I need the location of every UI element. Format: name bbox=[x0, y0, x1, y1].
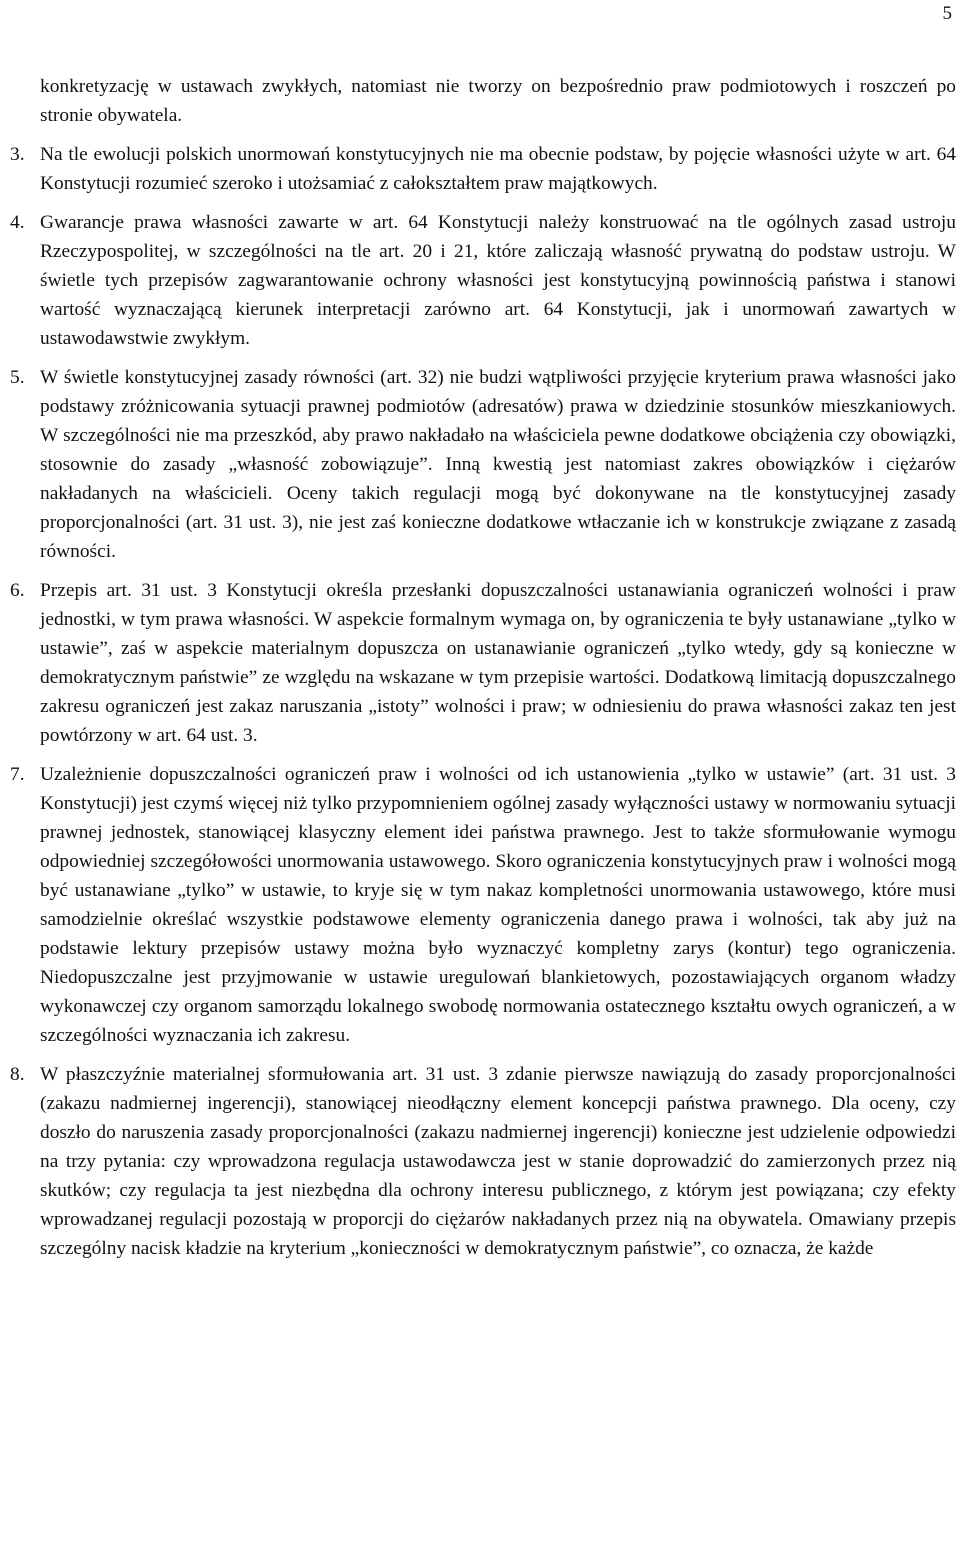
numbered-item-8 bbox=[10, 1060, 956, 1263]
intro-paragraph: konkretyzację w ustawach zwykłych, natomiast nie tworzy on bezpośrednio praw podmiotowych i roszczeń po stronie obywatela. bbox=[40, 76, 956, 126]
numbered-item-7 bbox=[10, 760, 956, 1050]
item-text: Na tle ewolucji polskich unormowań konstytucyjnych nie ma obecnie podstaw, by pojęcie własności użyte w art. 64 Konstytucji rozumieć szeroko i utożsamiać z całokształtem praw majątkowych. bbox=[40, 144, 956, 194]
item-text: Gwarancje prawa własności zawarte w art. 64 Konstytucji należy konstruować na tle ogólnych zasad ustroju Rzeczypospolitej, w szczególności na tle art. 20 i 21, które zaliczają własność prywatną do podstaw ustroju. W świetle tych przepisów zagwarantowanie ochrony własności jest konstytucyjną powinnością państwa i stanowi wartość wyznaczającą kierunek interpretacji zarówno art. 64 Konstytucji, jak i unormowań zawartych w ustawodawstwie zwykłym. bbox=[40, 212, 956, 349]
item-number: 7. bbox=[10, 764, 25, 785]
item-text: Przepis art. 31 ust. 3 Konstytucji określa przesłanki dopuszczalności ustanawiania ograniczeń wolności i praw jednostki, w tym prawa własności. W aspekcie formalnym wymaga on, by ograniczenia te były ustanawiane „tylko w ustawie”, zaś w aspekcie materialnym dopuszcza on ustanawianie ograniczeń „tylko wtedy, gdy są konieczne w demokratycznym państwie” ze względu na wskazane w tym przepisie wartości. Dodatkową limitacją dopuszczalnego zakresu ograniczeń jest zakaz naruszania „istoty” wolności i praw; w odniesieniu do prawa własności zakaz ten jest powtórzony w art. 64 ust. 3. bbox=[40, 580, 956, 746]
page-number: 5 bbox=[942, 3, 952, 24]
numbered-item-6 bbox=[10, 576, 956, 750]
document-body bbox=[10, 72, 956, 1273]
item-number: 6. bbox=[10, 580, 25, 601]
item-number: 4. bbox=[10, 212, 25, 233]
item-text: W świetle konstytucyjnej zasady równości (art. 32) nie budzi wątpliwości przyjęcie kryterium prawa własności jako podstawy zróżnicowania sytuacji prawnej podmiotów (adresatów) prawa w dziedzinie stosunków mieszkaniowych. W szczególności nie ma przeszkód, aby prawo nakładało na właściciela pewne dodatkowe obciążenia czy obowiązki, stosownie do zasady „własność zobowiązuje”. Inną kwestią jest natomiast zakres obowiązków i ciężarów nakładanych na właścicieli. Oceny takich regulacji mogą być dokonywane na tle konstytucyjnej zasady proporcjonalności (art. 31 ust. 3), nie jest zaś konieczne dodatkowe wtłaczanie ich w konstrukcje związane z zasadą równości. bbox=[40, 367, 956, 562]
item-text: W płaszczyźnie materialnej sformułowania art. 31 ust. 3 zdanie pierwsze nawiązują do zasady proporcjonalności (zakazu nadmiernej ingerencji), stanowiącej nieodłączny element koncepcji państwa prawnego. Dla oceny, czy doszło do naruszenia zasady proporcjonalności (zakazu nadmiernej ingerencji) konieczne jest udzielenie odpowiedzi na trzy pytania: czy wprowadzona regulacja ustawodawcza jest w stanie doprowadzić do zamierzonych przez nią skutków; czy regulacja ta jest niezbędna dla ochrony interesu publicznego, z którym jest powiązana; czy efekty wprowadzanej regulacji pozostają w proporcji do ciężarów nakładanych przez nią na obywatela. Omawiany przepis szczególny nacisk kładzie na kryterium „konieczności w demokratycznym państwie”, co oznacza, że każde bbox=[40, 1064, 956, 1259]
item-number: 8. bbox=[10, 1064, 25, 1085]
item-number: 3. bbox=[10, 144, 25, 165]
item-number: 5. bbox=[10, 367, 25, 388]
numbered-item-4 bbox=[10, 208, 956, 353]
numbered-item-5 bbox=[10, 363, 956, 566]
numbered-item-3 bbox=[10, 140, 956, 198]
item-text: Uzależnienie dopuszczalności ograniczeń praw i wolności od ich ustanowienia „tylko w ustawie” (art. 31 ust. 3 Konstytucji) jest czymś więcej niż tylko przypomnieniem ogólnej zasady wyłączności ustawy w normowaniu sytuacji prawnej jednostek, stanowiącej klasyczny element idei państwa prawnego. Jest to także sformułowanie wymogu odpowiedniej szczegółowości unormowania ustawowego. Skoro ograniczenia konstytucyjnych praw i wolności mogą być ustanawiane „tylko” w ustawie, to kryje się w tym nakaz kompletności unormowania ustawowego, które musi samodzielnie określać wszystkie podstawowe elementy ograniczenia danego prawa i wolności, tak aby już na podstawie lektury przepisów ustawy można było wyznaczyć kompletny zarys (kontur) tego ograniczenia. Niedopuszczalne jest przyjmowanie w ustawie uregulowań blankietowych, pozostawiających organom władzy wykonawczej czy organom samorządu lokalnego swobodę normowania ostatecznego kształtu owych ograniczeń, a w szczególności wyznaczania ich zakresu. bbox=[40, 764, 956, 1046]
